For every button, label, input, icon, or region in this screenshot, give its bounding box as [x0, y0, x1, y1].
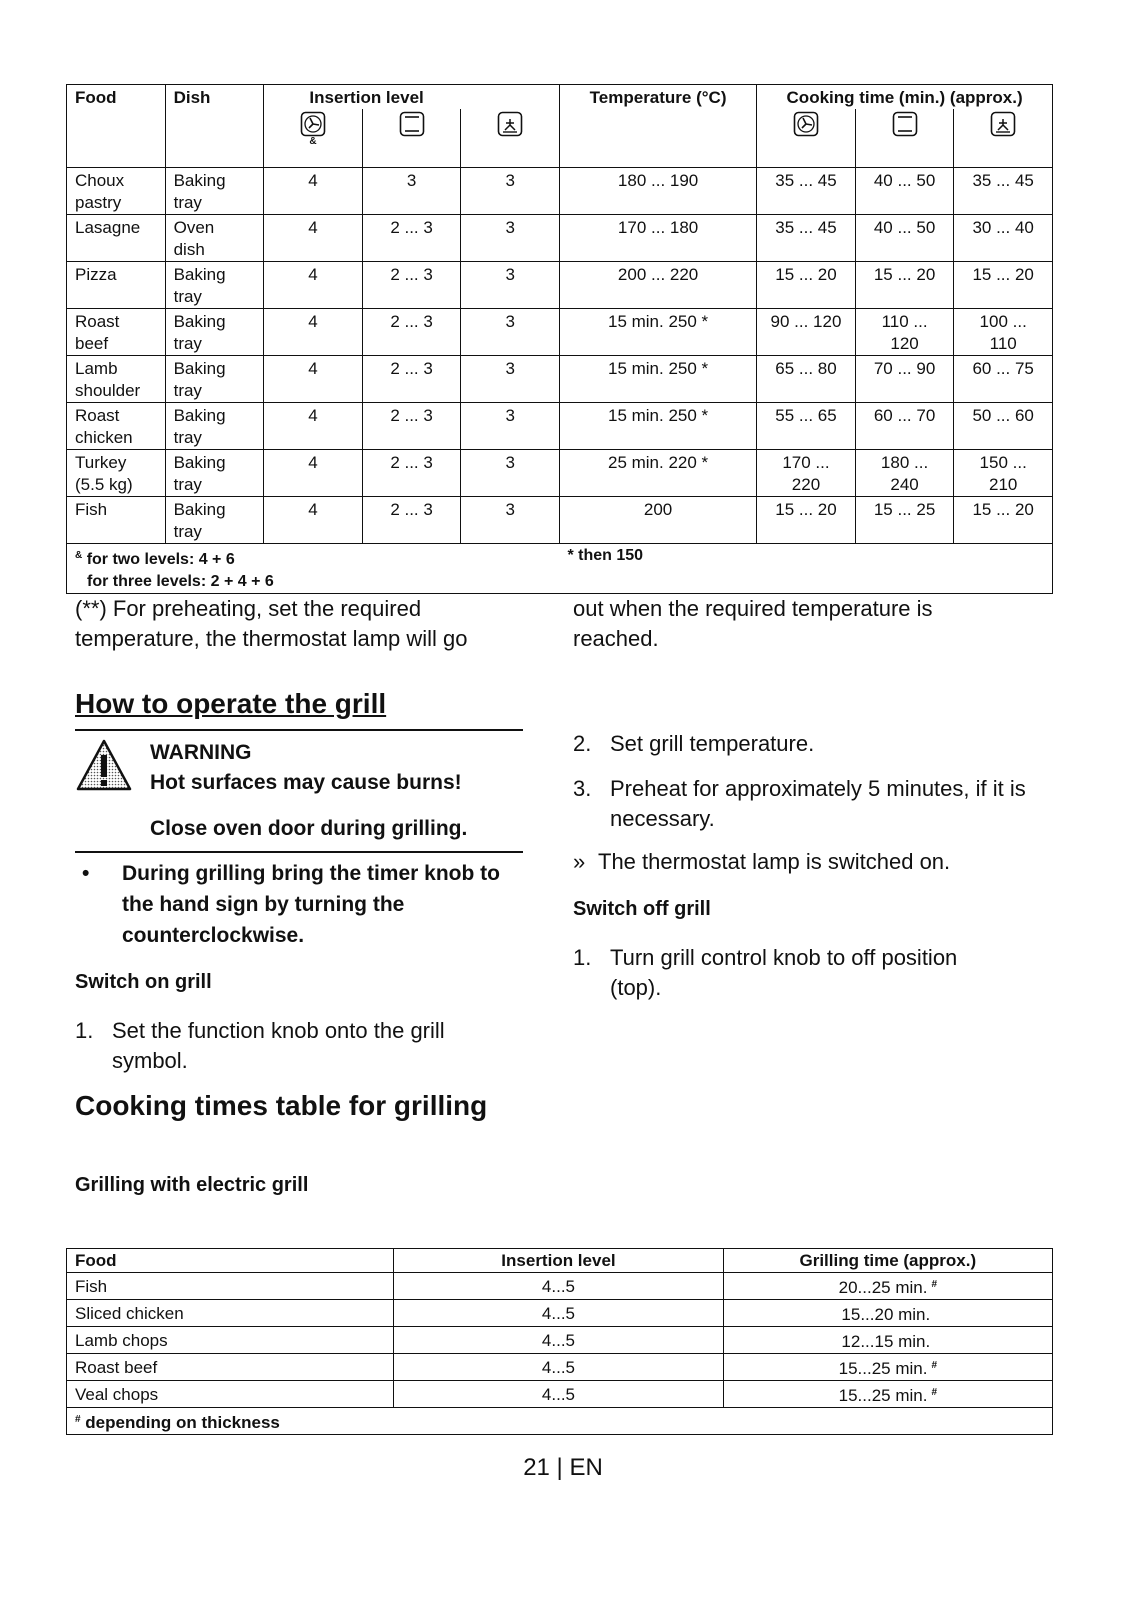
level-topbottom-value: 2 ... 3 [362, 309, 461, 356]
level-topbottom-value: 2 ... 3 [362, 262, 461, 309]
step-2-text: Set grill temperature. [610, 731, 815, 756]
grill-header-food: Food [67, 1249, 394, 1273]
table-row [67, 262, 1053, 309]
level-fan-value: 4 [264, 497, 363, 544]
preheat-note-right: out when the required temperature is reached. [573, 596, 933, 651]
temperature-value: 15 min. 250 * [559, 309, 756, 356]
time-topbottom-value: 15 ... 20 [855, 262, 954, 309]
header-insertion-level: Insertion level [264, 85, 560, 110]
time-fangrill-value: 100 ... 110 [954, 309, 1053, 356]
grill-footnote: # depending on thickness [67, 1408, 1053, 1435]
food-cell: Choux pastry [67, 168, 166, 215]
dish-cell: Baking tray [165, 403, 264, 450]
fan-grill-icon [497, 111, 523, 137]
grill-time-cell: 15...20 min. [723, 1300, 1052, 1327]
result-arrow: » [573, 849, 586, 874]
table-row [67, 497, 1053, 544]
level-fan-value: 4 [264, 356, 363, 403]
food-cell: Fish [67, 497, 166, 544]
warning-triangle-icon [75, 738, 133, 792]
warning-rule [75, 851, 523, 853]
time-topbottom-value: 15 ... 25 [855, 497, 954, 544]
time-fan-value: 55 ... 65 [757, 403, 856, 450]
header-food: Food [67, 85, 166, 110]
time-fangrill-value: 50 ... 60 [954, 403, 1053, 450]
levels-footnote: & for two levels: 4 + 6 for three levels: 2 + 4 + 6 [67, 544, 560, 594]
result-text: The thermostat lamp is switched on. [598, 849, 951, 874]
warning-line-burns: Hot surfaces may cause burns! [150, 771, 462, 794]
time-fan-value: 65 ... 80 [757, 356, 856, 403]
grill-food-cell: Lamb chops [67, 1327, 394, 1354]
grill-level-cell: 4...5 [394, 1327, 723, 1354]
grill-header-level: Insertion level [394, 1249, 723, 1273]
time-fangrill-value: 15 ... 20 [954, 497, 1053, 544]
dish-cell: Baking tray [165, 497, 264, 544]
temperature-value: 200 [559, 497, 756, 544]
level-fangrill-value: 3 [461, 215, 560, 262]
time-fan-value: 170 ... 220 [757, 450, 856, 497]
grill-time-cell: 12...15 min. [723, 1327, 1052, 1354]
table-row [67, 1273, 1053, 1300]
food-cell: Pizza [67, 262, 166, 309]
table-row [67, 309, 1053, 356]
time-fangrill-value: 150 ... 210 [954, 450, 1053, 497]
food-cell: Roast chicken [67, 403, 166, 450]
level-topbottom-value: 2 ... 3 [362, 215, 461, 262]
preheat-note-left: (**) For preheating, set the required temperature, the thermostat lamp will go [75, 596, 468, 651]
timer-knob-instruction: During grilling bring the timer knob to the hand sign by turning the counterclockwise. [122, 862, 500, 947]
time-topbottom-value: 60 ... 70 [855, 403, 954, 450]
food-cell: Roast beef [67, 309, 166, 356]
grill-time-cell: 15...25 min. # [723, 1381, 1052, 1408]
temperature-value: 180 ... 190 [559, 168, 756, 215]
grill-food-cell: Roast beef [67, 1354, 394, 1381]
grill-level-cell: 4...5 [394, 1273, 723, 1300]
table-row [67, 1381, 1053, 1408]
time-topbottom-value: 40 ... 50 [855, 215, 954, 262]
time-fangrill-value: 35 ... 45 [954, 168, 1053, 215]
time-fangrill-value: 60 ... 75 [954, 356, 1053, 403]
table-row [67, 450, 1053, 497]
bullet-dot: • [82, 862, 90, 885]
temperature-value: 15 min. 250 * [559, 403, 756, 450]
level-fan-value: 4 [264, 168, 363, 215]
star-footnote: * then 150 [559, 544, 1052, 594]
level-topbottom-value: 2 ... 3 [362, 497, 461, 544]
food-cell: Turkey (5.5 kg) [67, 450, 166, 497]
switch-on-title: Switch on grill [75, 971, 212, 993]
grill-food-cell: Fish [67, 1273, 394, 1300]
time-fangrill-cell [954, 109, 1053, 168]
level-topbottom-value: 2 ... 3 [362, 356, 461, 403]
level-topbottom-value: 2 ... 3 [362, 403, 461, 450]
time-topbottom-value: 70 ... 90 [855, 356, 954, 403]
off-step-1-number: 1. [573, 945, 592, 970]
grill-time-cell: 20...25 min. # [723, 1273, 1052, 1300]
time-topbottom-value: 110 ... 120 [855, 309, 954, 356]
time-topbottom-value: 180 ... 240 [855, 450, 954, 497]
header-temperature: Temperature (°C) [559, 85, 756, 110]
dish-cell: Oven dish [165, 215, 264, 262]
grill-food-cell: Veal chops [67, 1381, 394, 1408]
title-rule [75, 729, 523, 731]
level-fan-value: 4 [264, 215, 363, 262]
time-fan-value: 15 ... 20 [757, 262, 856, 309]
temperature-value: 200 ... 220 [559, 262, 756, 309]
time-fan-value: 35 ... 45 [757, 168, 856, 215]
level-fangrill-cell [461, 109, 560, 168]
temperature-value: 170 ... 180 [559, 215, 756, 262]
fan-grill-icon [990, 111, 1016, 137]
off-step-1-text: Turn grill control knob to off position (top). [610, 945, 958, 1000]
warning-line-close-door: Close oven door during grilling. [150, 817, 468, 840]
page-footer: 21 | EN [523, 1454, 603, 1481]
fan-oven-icon [300, 111, 326, 137]
level-fangrill-value: 3 [461, 262, 560, 309]
level-fan-cell [264, 109, 363, 168]
oven-cooking-table [66, 84, 1053, 594]
level-topbottom-cell [362, 109, 461, 168]
level-fan-value: 4 [264, 450, 363, 497]
two-levels-note-mark: & [309, 136, 317, 147]
level-fan-value: 4 [264, 403, 363, 450]
time-fangrill-value: 30 ... 40 [954, 215, 1053, 262]
grill-food-cell: Sliced chicken [67, 1300, 394, 1327]
grill-time-cell: 15...25 min. # [723, 1354, 1052, 1381]
table-row [67, 1354, 1053, 1381]
table-row [67, 215, 1053, 262]
time-topbottom-cell [855, 109, 954, 168]
step-1-number: 1. [75, 1018, 94, 1043]
level-fangrill-value: 3 [461, 309, 560, 356]
level-topbottom-value: 3 [362, 168, 461, 215]
warning-title: WARNING [150, 741, 252, 764]
header-dish: Dish [165, 85, 264, 110]
temperature-value: 25 min. 220 * [559, 450, 756, 497]
food-cell: Lamb shoulder [67, 356, 166, 403]
dish-cell: Baking tray [165, 262, 264, 309]
table-row [67, 1327, 1053, 1354]
time-fan-value: 90 ... 120 [757, 309, 856, 356]
dish-cell: Baking tray [165, 450, 264, 497]
table-row [67, 1300, 1053, 1327]
level-fangrill-value: 3 [461, 497, 560, 544]
step-1-text: Set the function knob onto the grill symbol. [112, 1018, 445, 1073]
level-fangrill-value: 3 [461, 450, 560, 497]
step-2-number: 2. [573, 731, 592, 756]
level-fan-value: 4 [264, 262, 363, 309]
time-fan-value: 15 ... 20 [757, 497, 856, 544]
time-fan-value: 35 ... 45 [757, 215, 856, 262]
table-row [67, 403, 1053, 450]
top-bottom-heat-icon [892, 111, 918, 137]
time-topbottom-value: 40 ... 50 [855, 168, 954, 215]
level-fangrill-value: 3 [461, 356, 560, 403]
grill-section-title: How to operate the grill [75, 688, 387, 719]
dish-cell: Baking tray [165, 356, 264, 403]
step-3-text: Preheat for approximately 5 minutes, if it is necessary. [610, 776, 1026, 831]
top-bottom-heat-icon [399, 111, 425, 137]
temperature-value: 15 min. 250 * [559, 356, 756, 403]
switch-off-title: Switch off grill [573, 898, 711, 920]
grill-table-subtitle: Grilling with electric grill [75, 1174, 309, 1196]
time-fangrill-value: 15 ... 20 [954, 262, 1053, 309]
table-row [67, 356, 1053, 403]
level-fangrill-value: 3 [461, 403, 560, 450]
grill-level-cell: 4...5 [394, 1300, 723, 1327]
grill-level-cell: 4...5 [394, 1381, 723, 1408]
food-cell: Lasagne [67, 215, 166, 262]
dish-cell: Baking tray [165, 309, 264, 356]
fan-oven-icon [793, 111, 819, 137]
grill-level-cell: 4...5 [394, 1354, 723, 1381]
time-fan-cell [757, 109, 856, 168]
level-topbottom-value: 2 ... 3 [362, 450, 461, 497]
grilling-table [66, 1248, 1053, 1435]
step-3-number: 3. [573, 776, 592, 801]
dish-cell: Baking tray [165, 168, 264, 215]
table-row [67, 168, 1053, 215]
level-fangrill-value: 3 [461, 168, 560, 215]
header-cooking-time: Cooking time (min.) (approx.) [757, 85, 1053, 110]
grill-header-time: Grilling time (approx.) [723, 1249, 1052, 1273]
grill-table-title: Cooking times table for grilling [75, 1090, 488, 1121]
level-fan-value: 4 [264, 309, 363, 356]
